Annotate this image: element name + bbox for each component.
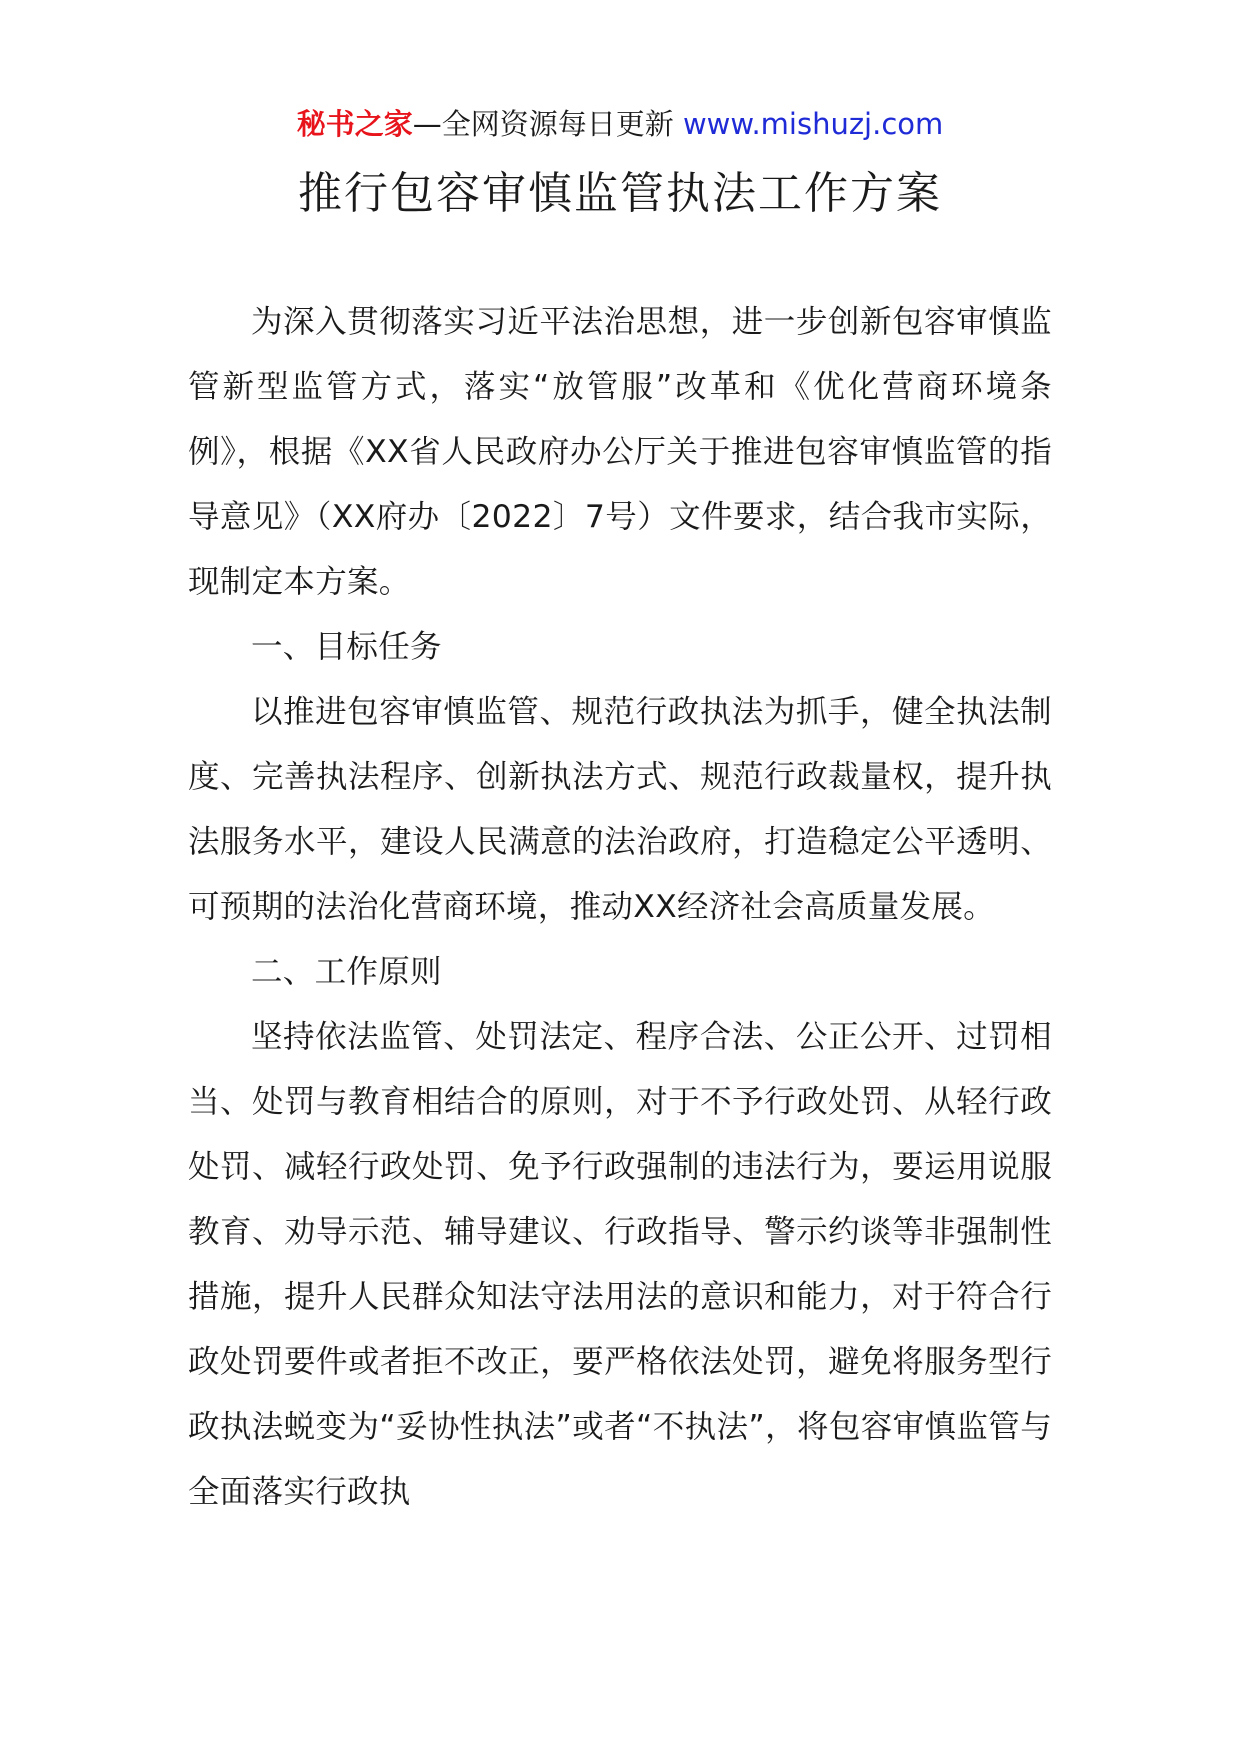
- section-paragraph-goals: 以推进包容审慎监管、规范行政执法为抓手，健全执法制度、完善执法程序、创新执法方式、规范行政裁量权，提升执法服务水平，建设人民满意的法治政府，打造稳定公平透明、可预期的法治化营商环境，推动XX经济社会高质量发展。: [188, 694, 1052, 925]
- header-tagline: —全网资源每日更新: [412, 107, 683, 141]
- watermark-header: [0, 102, 1240, 146]
- intro-paragraph: 为深入贯彻落实习近平法治思想，进一步创新包容审慎监管新型监管方式，落实“放管服”改革和《优化营商环境条例》，根据《XX省人民政府办公厅关于推进包容审慎监管的指导意见》（XX府办〔2022〕7号）文件要求，结合我市实际，现制定本方案。: [188, 304, 1052, 600]
- section-heading-goals: 一、目标任务: [251, 629, 442, 665]
- header-brand: 秘书之家: [296, 107, 413, 141]
- document-body: [188, 290, 1052, 1525]
- document-title: 推行包容审慎监管执法工作方案: [298, 168, 942, 219]
- header-url-link[interactable]: www.mishuzj.com: [682, 107, 944, 141]
- section-paragraph-principles: 坚持依法监管、处罚法定、程序合法、公正公开、过罚相当、处罚与教育相结合的原则，对于不予行政处罚、从轻行政处罚、减轻行政处罚、免予行政强制的违法行为，要运用说服教育、劝导示范、辅导建议、行政指导、警示约谈等非强制性措施，提升人民群众知法守法用法的意识和能力，对于符合行政处罚要件或者拒不改正，要严格依法处罚，避免将服务型行政执法蜕变为“妥协性执法”或者“不执法”，将包容审慎监管与全面落实行政执: [188, 1019, 1052, 1510]
- section-heading-principles: 二、工作原则: [251, 954, 442, 990]
